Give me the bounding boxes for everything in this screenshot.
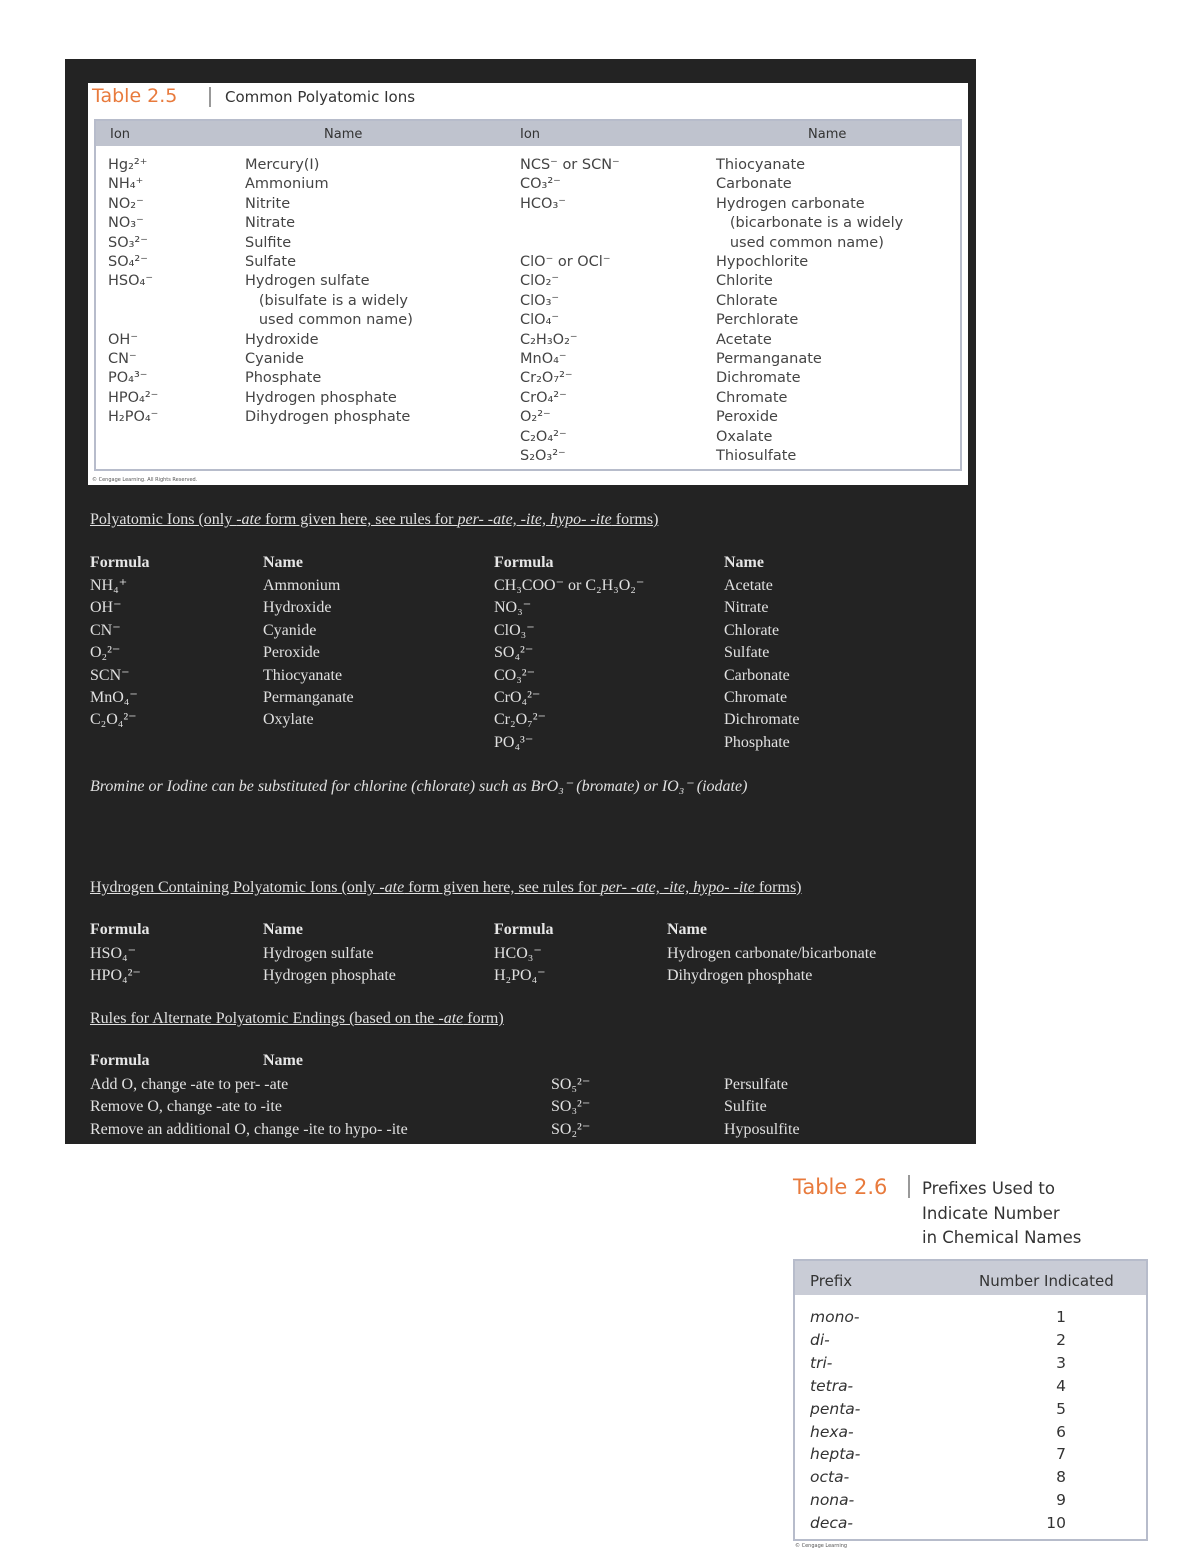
- col-header-name: Name: [263, 921, 303, 938]
- formula-list-left: NH₄⁺ OH⁻ CN⁻ O₂²⁻ SCN⁻ MnO₄⁻ C₂O₄²⁻: [90, 577, 138, 729]
- table-number: Table 2.6: [793, 1175, 888, 1199]
- col-header-name-2: Name: [667, 921, 707, 938]
- name-list-left: Ammonium Hydroxide Cyanide Peroxide Thiocyanate Permanganate Oxylate: [263, 577, 354, 729]
- section-heading-polyatomic: Polyatomic Ions (only -ate form given here, see rules for per- -ate, -ite, hypo- -ite forms): [90, 511, 659, 528]
- col-header-formula: Formula: [90, 921, 150, 938]
- prefix-column: mono- di- tri- tetra- penta- hexa- hepta- octa- nona- deca-: [810, 1308, 861, 1533]
- table-2-5: [88, 83, 968, 485]
- section-heading-hydrogen: Hydrogen Containing Polyatomic Ions (only -ate form given here, see rules for per- -ate, -ite, hypo- -ite forms): [90, 879, 802, 896]
- col-header-number: Number Indicated: [979, 1272, 1114, 1290]
- name-list-left: Hydrogen sulfate Hydrogen phosphate: [263, 945, 396, 985]
- col-header-name: Name: [263, 1052, 303, 1069]
- divider: [209, 87, 211, 107]
- table-caption: Prefixes Used to Indicate Number in Chemical Names: [922, 1179, 1082, 1247]
- col-header-name: Name: [263, 554, 303, 571]
- section-heading-rules: Rules for Alternate Polyatomic Endings (based on the -ate form): [90, 1010, 504, 1027]
- formula-list-right: HCO₃⁻ H₂PO₄⁻: [494, 945, 546, 985]
- col-header-ion-1: Ion: [110, 127, 131, 142]
- col-header-ion-2: Ion: [520, 127, 541, 142]
- name-column-2: Thiocyanate Carbonate Hydrogen carbonate (bicarbonate is a widely used common name) Hypochlorite Chlorite Chlorate Perchlorate Acetate Permanganate Dichromate Chromate Peroxide Oxalate Thiosulfate: [716, 157, 904, 465]
- rule-formula-list: SO₅²⁻ SO₃²⁻ SO₂²⁻: [551, 1076, 591, 1138]
- ion-column-2: NCS⁻ or SCN⁻ CO₃²⁻ HCO₃⁻ ClO⁻ or OCl⁻ ClO₂⁻ ClO₃⁻ ClO₄⁻ C₂H₃O₂⁻ MnO₄⁻ Cr₂O₇²⁻ CrO₄²⁻ O₂²⁻ C₂O₄²⁻ S₂O₃²⁻: [520, 157, 620, 465]
- col-header-name-1: Name: [324, 127, 363, 142]
- credit-line: © Cengage Learning: [795, 1543, 848, 1549]
- col-header-formula-2: Formula: [494, 921, 554, 938]
- name-list-right: Hydrogen carbonate/bicarbonate Dihydrogen phosphate: [667, 945, 877, 985]
- table-caption: Common Polyatomic Ions: [225, 88, 416, 106]
- col-header-prefix: Prefix: [810, 1272, 853, 1290]
- substitution-note: Bromine or Iodine can be substituted for chlorine (chlorate) such as BrO₃⁻ (bromate) or IO₃⁻ (iodate): [90, 778, 748, 795]
- col-header-formula-2: Formula: [494, 554, 554, 571]
- name-column-1: Mercury(I) Ammonium Nitrite Nitrate Sulfite Sulfate Hydrogen sulfate (bisulfate is a widely used common name) Hydroxide Cyanide Phosphate Hydrogen phosphate Dihydrogen phosphate: [245, 157, 413, 426]
- ion-column-1: Hg₂²⁺ NH₄⁺ NO₂⁻ NO₃⁻ SO₃²⁻ SO₄²⁻ HSO₄⁻ OH⁻ CN⁻ PO₄³⁻ HPO₄²⁻ H₂PO₄⁻: [108, 157, 159, 426]
- col-header-name-2: Name: [808, 127, 847, 142]
- rule-name-list: Persulfate Sulfite Hyposulfite: [724, 1076, 800, 1138]
- formula-list-left: HSO₄⁻ HPO₄²⁻: [90, 945, 141, 985]
- col-header-formula: Formula: [90, 1052, 150, 1069]
- number-column: 1 2 3 4 5 6 7 8 9 10: [1046, 1308, 1066, 1533]
- col-header-formula: Formula: [90, 554, 150, 571]
- table-number: Table 2.5: [92, 85, 178, 107]
- name-list-right: Acetate Nitrate Chlorate Sulfate Carbonate Chromate Dichromate Phosphate: [724, 577, 800, 751]
- divider: [908, 1175, 910, 1198]
- col-header-name-2: Name: [724, 554, 764, 571]
- credit-line: © Cengage Learning. All Rights Reserved.: [92, 477, 198, 483]
- formula-list-right: CH₃COO⁻ or C₂H₃O₂⁻ NO₃⁻ ClO₃⁻ SO₄²⁻ CO₃²⁻ CrO₄²⁻ Cr₂O₇²⁻ PO₄³⁻: [494, 577, 645, 751]
- rule-list: Add O, change -ate to per- -ate Remove O, change -ate to -ite Remove an additional O, change -ite to hypo- -ite: [90, 1076, 408, 1138]
